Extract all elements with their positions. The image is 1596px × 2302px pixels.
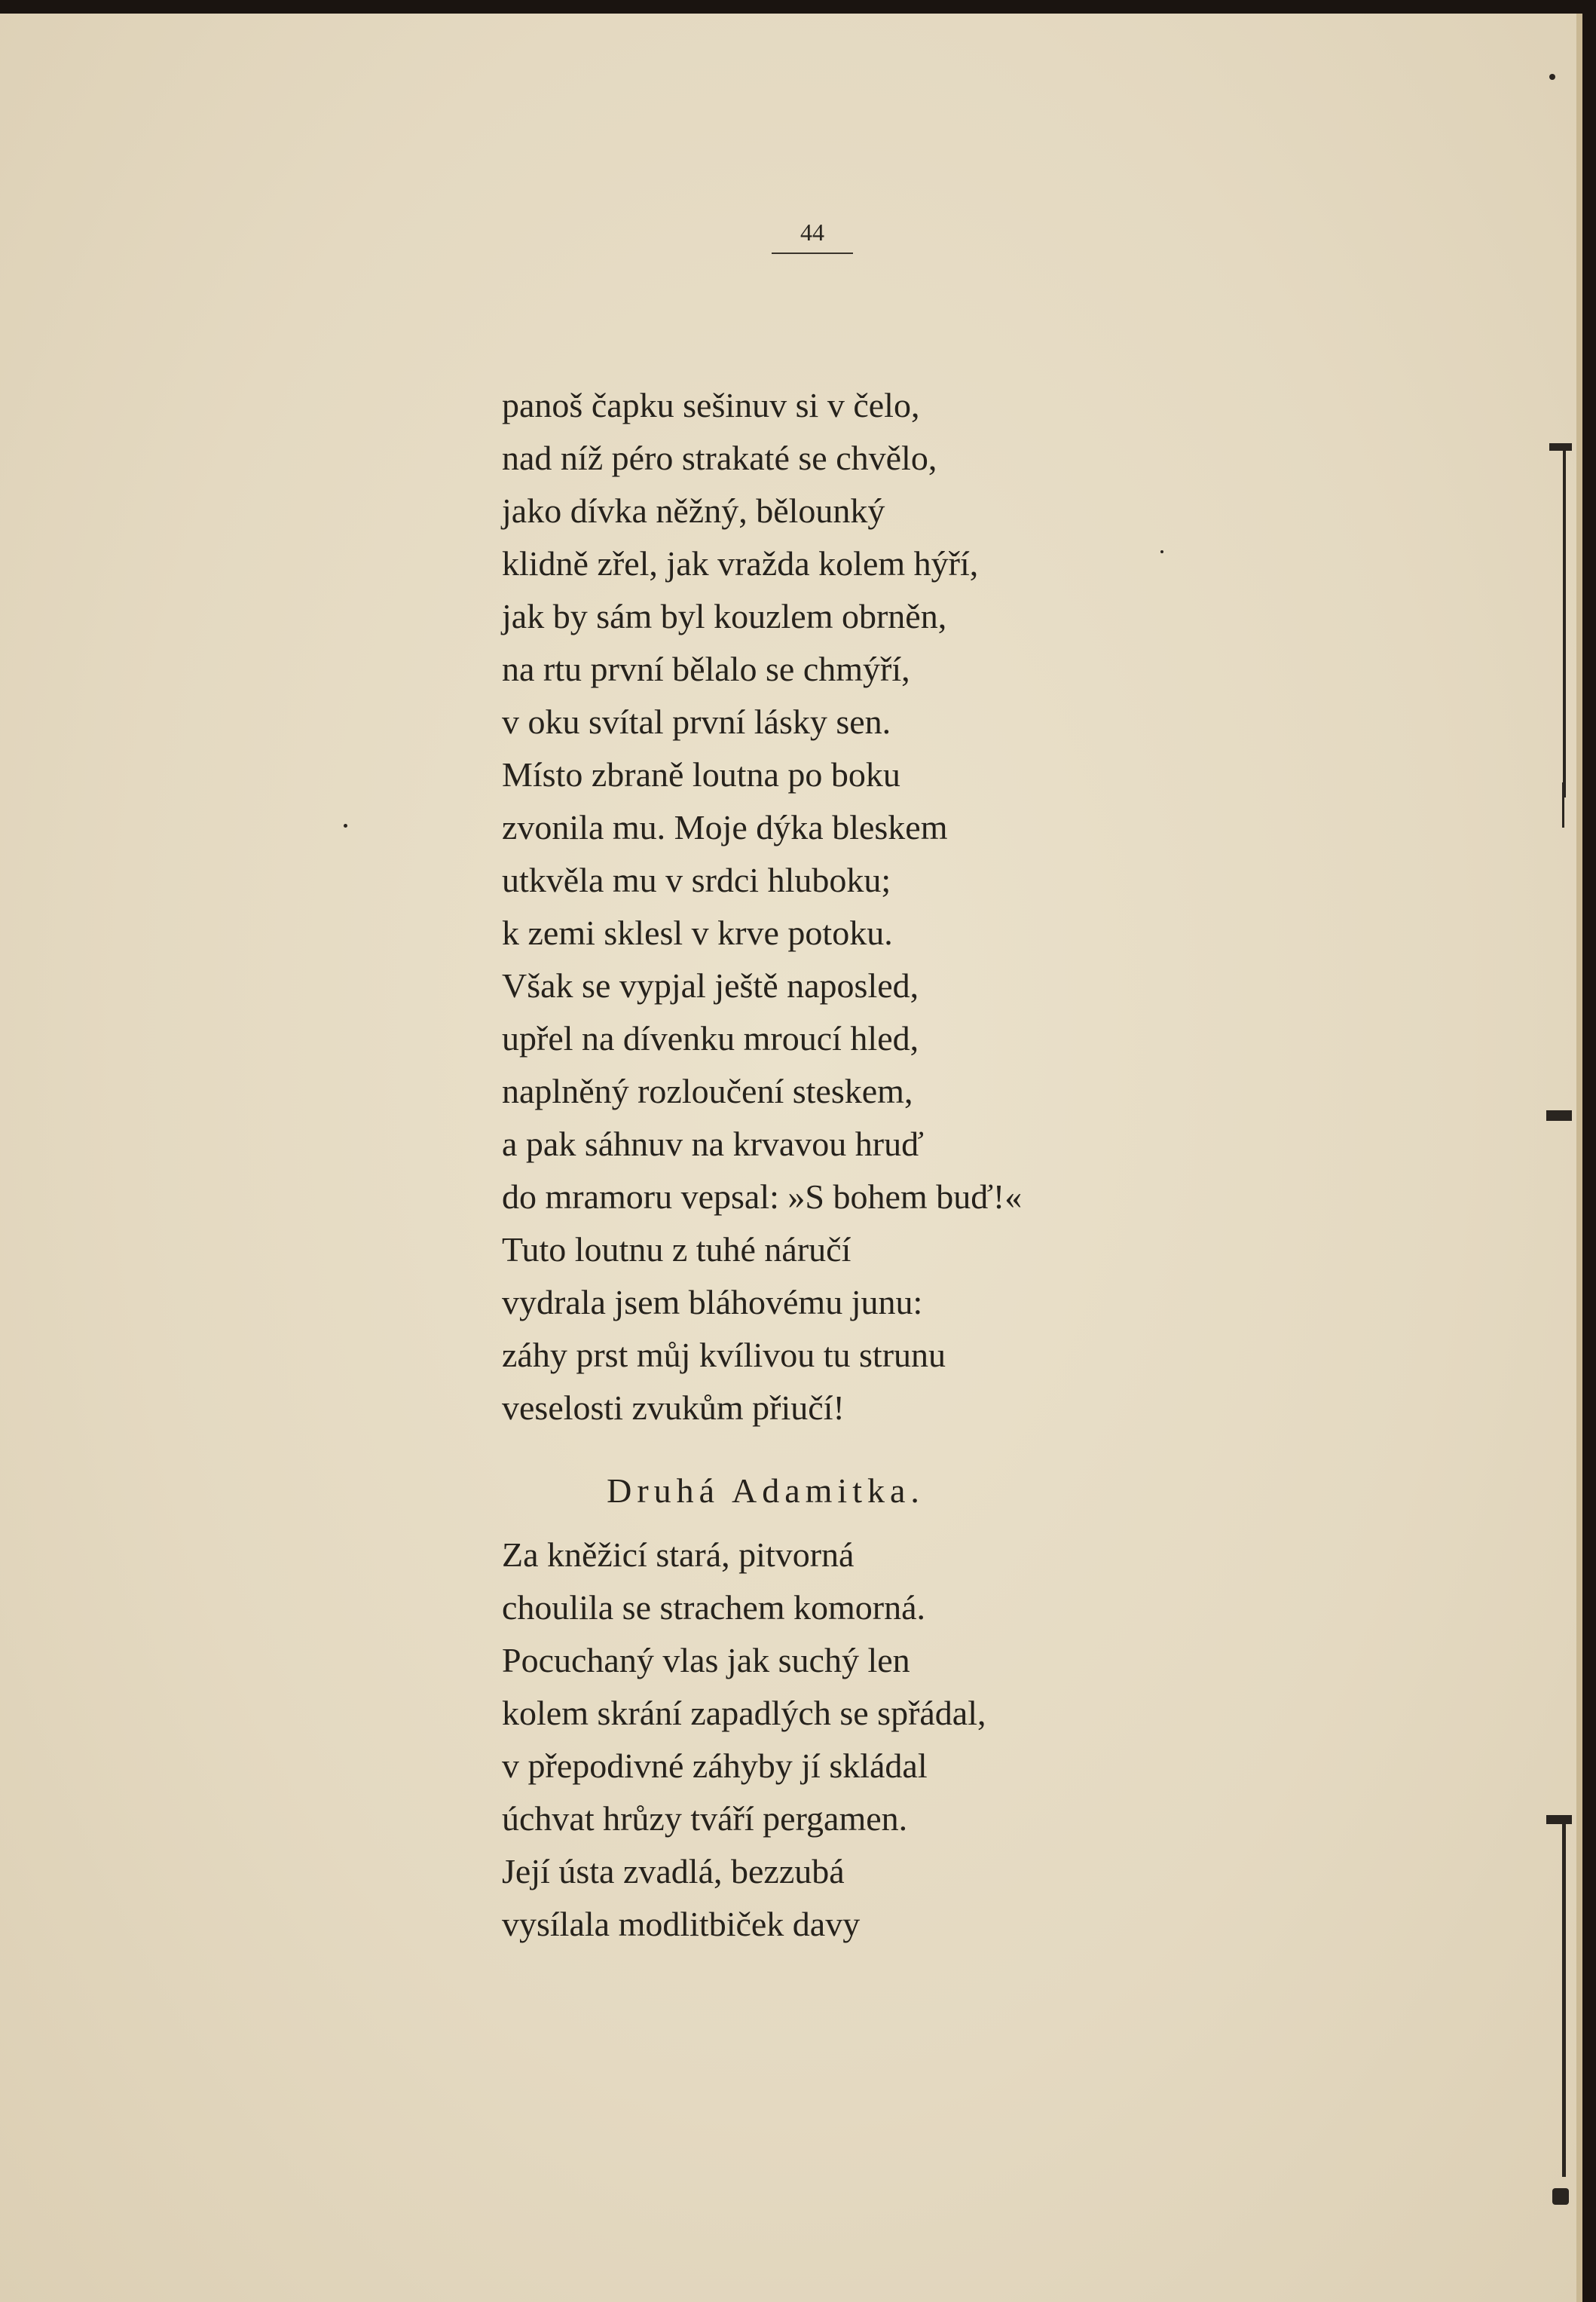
poem-line: Pocuchaný vlas jak suchý len xyxy=(502,1641,910,1679)
poem-line: jako dívka něžný, bělounký xyxy=(502,491,885,530)
page-number: 44 xyxy=(772,219,853,254)
poem-line: kolem skrání zapadlých se spřádal, xyxy=(502,1694,986,1732)
poem-stanza-1 xyxy=(502,379,1022,1434)
poem-line: jak by sám byl kouzlem obrněn, xyxy=(502,597,947,635)
section-heading: Druhá Adamitka. xyxy=(607,1471,925,1510)
poem-line: v přepodivné záhyby jí skládal xyxy=(502,1746,928,1785)
poem-line: veselosti zvukům přiučí! xyxy=(502,1388,845,1427)
poem-line: Místo zbraně loutna po boku xyxy=(502,755,900,794)
poem-line: klidně zřel, jak vražda kolem hýří, xyxy=(502,544,979,583)
page-edge xyxy=(1576,14,1582,2302)
poem-line: naplněný rozloučení steskem, xyxy=(502,1072,913,1110)
poem-line: Tuto loutnu z tuhé náručí xyxy=(502,1230,852,1269)
binding-mark xyxy=(1546,1110,1572,1121)
poem-line: vydrala jsem bláhovému junu: xyxy=(502,1283,923,1321)
binding-mark xyxy=(1546,1815,1572,1824)
speck xyxy=(1160,550,1163,553)
binding-mark xyxy=(1552,2188,1569,2205)
book-page xyxy=(0,14,1582,2302)
poem-line: Za kněžicí stará, pitvorná xyxy=(502,1535,855,1574)
poem-line: panoš čapku sešinuv si v čelo, xyxy=(502,386,920,424)
poem-line: Její ústa zvadlá, bezzubá xyxy=(502,1852,845,1890)
poem-line: vysílala modlitbiček davy xyxy=(502,1905,861,1943)
poem-line: záhy prst můj kvílivou tu strunu xyxy=(502,1336,946,1374)
poem-line: zvonila mu. Moje dýka bleskem xyxy=(502,808,948,846)
poem-stanza-2 xyxy=(502,1529,986,1951)
poem-line: nad níž péro strakaté se chvělo, xyxy=(502,439,937,477)
poem-line: a pak sáhnuv na krvavou hruď xyxy=(502,1125,924,1163)
binding-mark xyxy=(1562,782,1564,828)
poem-line: úchvat hrůzy tváří pergamen. xyxy=(502,1799,908,1838)
poem-line: do mramoru vepsal: »S bohem buď!« xyxy=(502,1177,1023,1216)
binding-mark xyxy=(1549,443,1572,451)
poem-line: Však se vypjal ještě naposled, xyxy=(502,966,919,1005)
poem-line: utkvěla mu v srdci hluboku; xyxy=(502,861,891,899)
poem-line: na rtu první bělalo se chmýří, xyxy=(502,650,910,688)
speck xyxy=(344,824,347,828)
poem-line: choulila se strachem komorná. xyxy=(502,1588,926,1627)
poem-line: upřel na dívenku mroucí hled, xyxy=(502,1019,919,1058)
poem-line: v oku svítal první lásky sen. xyxy=(502,703,891,741)
binding-mark xyxy=(1563,451,1566,797)
poem-line: k zemi sklesl v krve potoku. xyxy=(502,914,893,952)
binding-mark xyxy=(1562,1823,1566,2177)
binding-mark xyxy=(1549,74,1555,80)
